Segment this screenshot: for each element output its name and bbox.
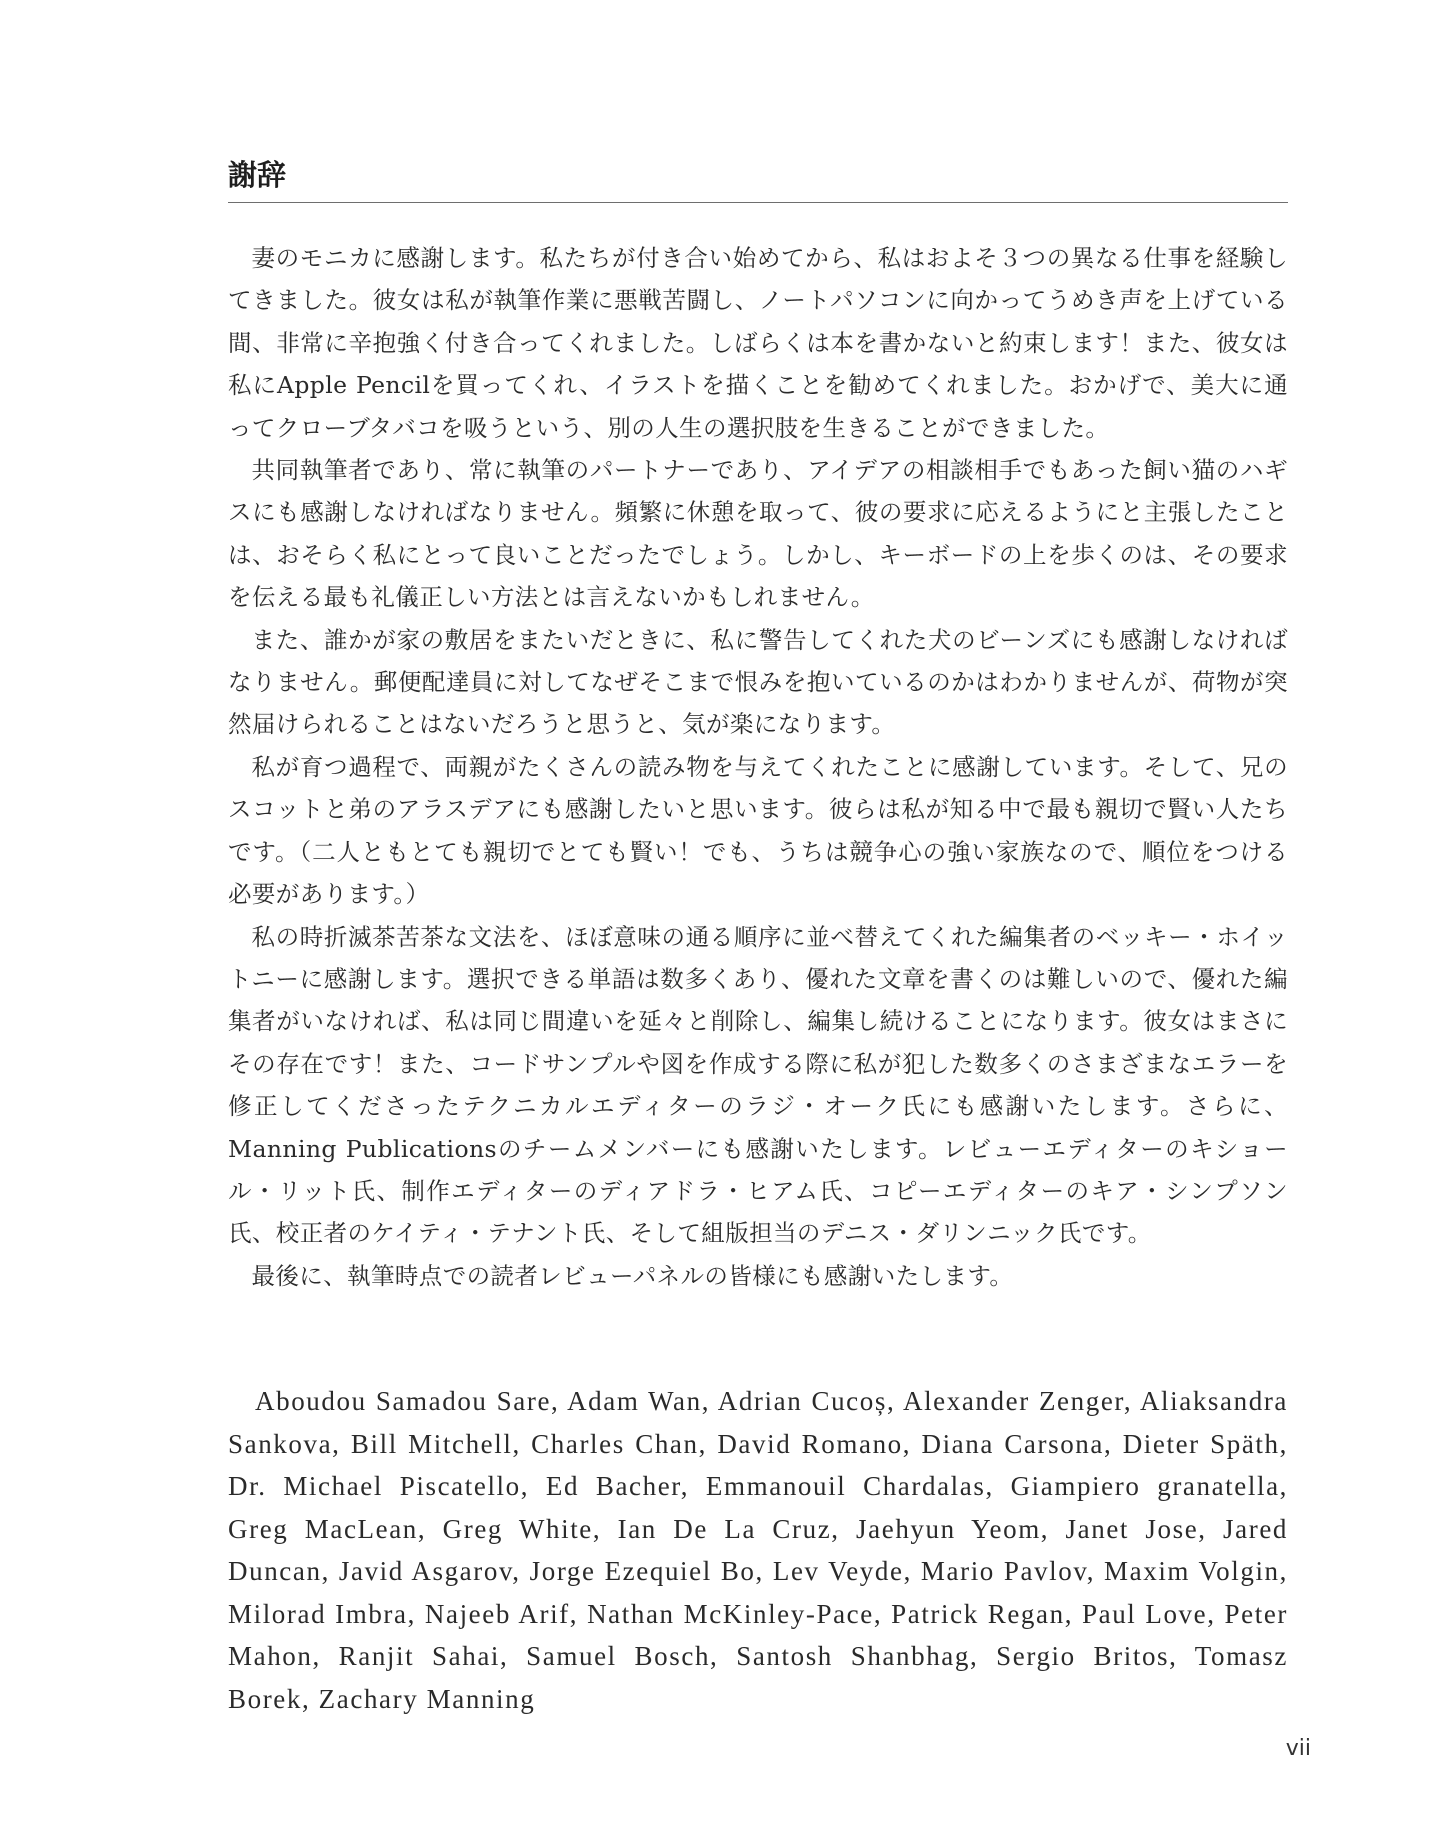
paragraph-wife: 妻のモニカに感謝します。私たちが付き合い始めてから、私はおよそ３つの異なる仕事を経験してきました。彼女は私が執筆作業に悪戦苦闘し、ノートパソコンに向かってうめき声を上げている間、非常に辛抱強く付き合ってくれました。しばらくは本を書かないと約束します！また、彼女は私にApple Pencilを買ってくれ、イラストを描くことを勧めてくれました。おかげで、美大に通ってクローブタバコを吸うという、別の人生の選択肢を生きることができました。 (228, 244, 1288, 442)
section-heading-block (228, 156, 1288, 203)
paragraph-family: 私が育つ過程で、両親がたくさんの読み物を与えてくれたことに感謝しています。そして、兄のスコットと弟のアラスデアにも感謝したいと思います。彼らは私が知る中で最も親切で賢い人たちです。（二人ともとても親切でとても賢い！でも、うちは競争心の強い家族なので、順位をつける必要があります。） (228, 752, 1288, 909)
paragraph-editors: 私の時折滅茶苦茶な文法を、ほぼ意味の通る順序に並べ替えてくれた編集者のベッキー・ホイットニーに感謝します。選択できる単語は数多くあり、優れた文章を書くのは難しいので、優れた編集者がいなければ、私は同じ間違いを延々と削除し、編集し続けることになります。彼女はまさにその存在です！また、コードサンプルや図を作成する際に私が犯した数多くのさまざまなエラーを修正してくださったテクニカルエディターのラジ・オーク氏にも感謝いたします。さらに、Manning Publicationsのチームメンバーにも感謝いたします。レビューエディターのキショール・リット氏、制作エディターのディアドラ・ヒアム氏、コピーエディターのキア・シンプソン氏、校正者のケイティ・テナント氏、そして組版担当のデニス・ダリンニック氏です。 (228, 922, 1288, 1248)
acknowledgements-body (228, 237, 1288, 1297)
reviewer-names: Aboudou Samadou Sare, Adam Wan, Adrian Cucoș, Alexander Zenger, Aliaksandra Sankova, Bill Mitchell, Charles Chan, David Romano, Diana Carsona, Dieter Späth, Dr. Michael Piscatello, Ed Bacher, Emmanouil Chardalas, Giampiero granatella, Greg MacLean, Greg White, Ian De La Cruz, Jaehyun Yeom, Janet Jose, Jared Duncan, Javid Asgarov, Jorge Ezequiel Bo, Lev Veyde, Mario Pavlov, Maxim Volgin, Milorad Imbra, Najeeb Arif, Nathan McKinley-Pace, Patrick Regan, Paul Love, Peter Mahon, Ranjit Sahai, Samuel Bosch, Santosh Shanbhag, Sergio Britos, Tomasz Borek, Zachary Manning (228, 1386, 1288, 1714)
paragraph-dog: また、誰かが家の敷居をまたいだときに、私に警告してくれた犬のビーンズにも感謝しなければなりません。郵便配達員に対してなぜそこまで恨みを抱いているのかはわかりませんが、荷物が突然届けられることはないだろうと思うと、気が楽になります。 (228, 625, 1288, 739)
page-number: vii (1285, 1736, 1311, 1761)
reviewer-list (228, 1380, 1288, 1720)
section-title: 謝辞 (228, 158, 287, 192)
paragraph-reviewers-intro: 最後に、執筆時点での読者レビューパネルの皆様にも感謝いたします。 (251, 1261, 1014, 1290)
paragraph-cat: 共同執筆者であり、常に執筆のパートナーであり、アイデアの相談相手でもあった飼い猫のハギスにも感謝しなければなりません。頻繁に休憩を取って、彼の要求に応えるようにと主張したことは、おそらく私にとって良いことだったでしょう。しかし、キーボードの上を歩くのは、その要求を伝える最も礼儀正しい方法とは言えないかもしれません。 (228, 456, 1288, 612)
